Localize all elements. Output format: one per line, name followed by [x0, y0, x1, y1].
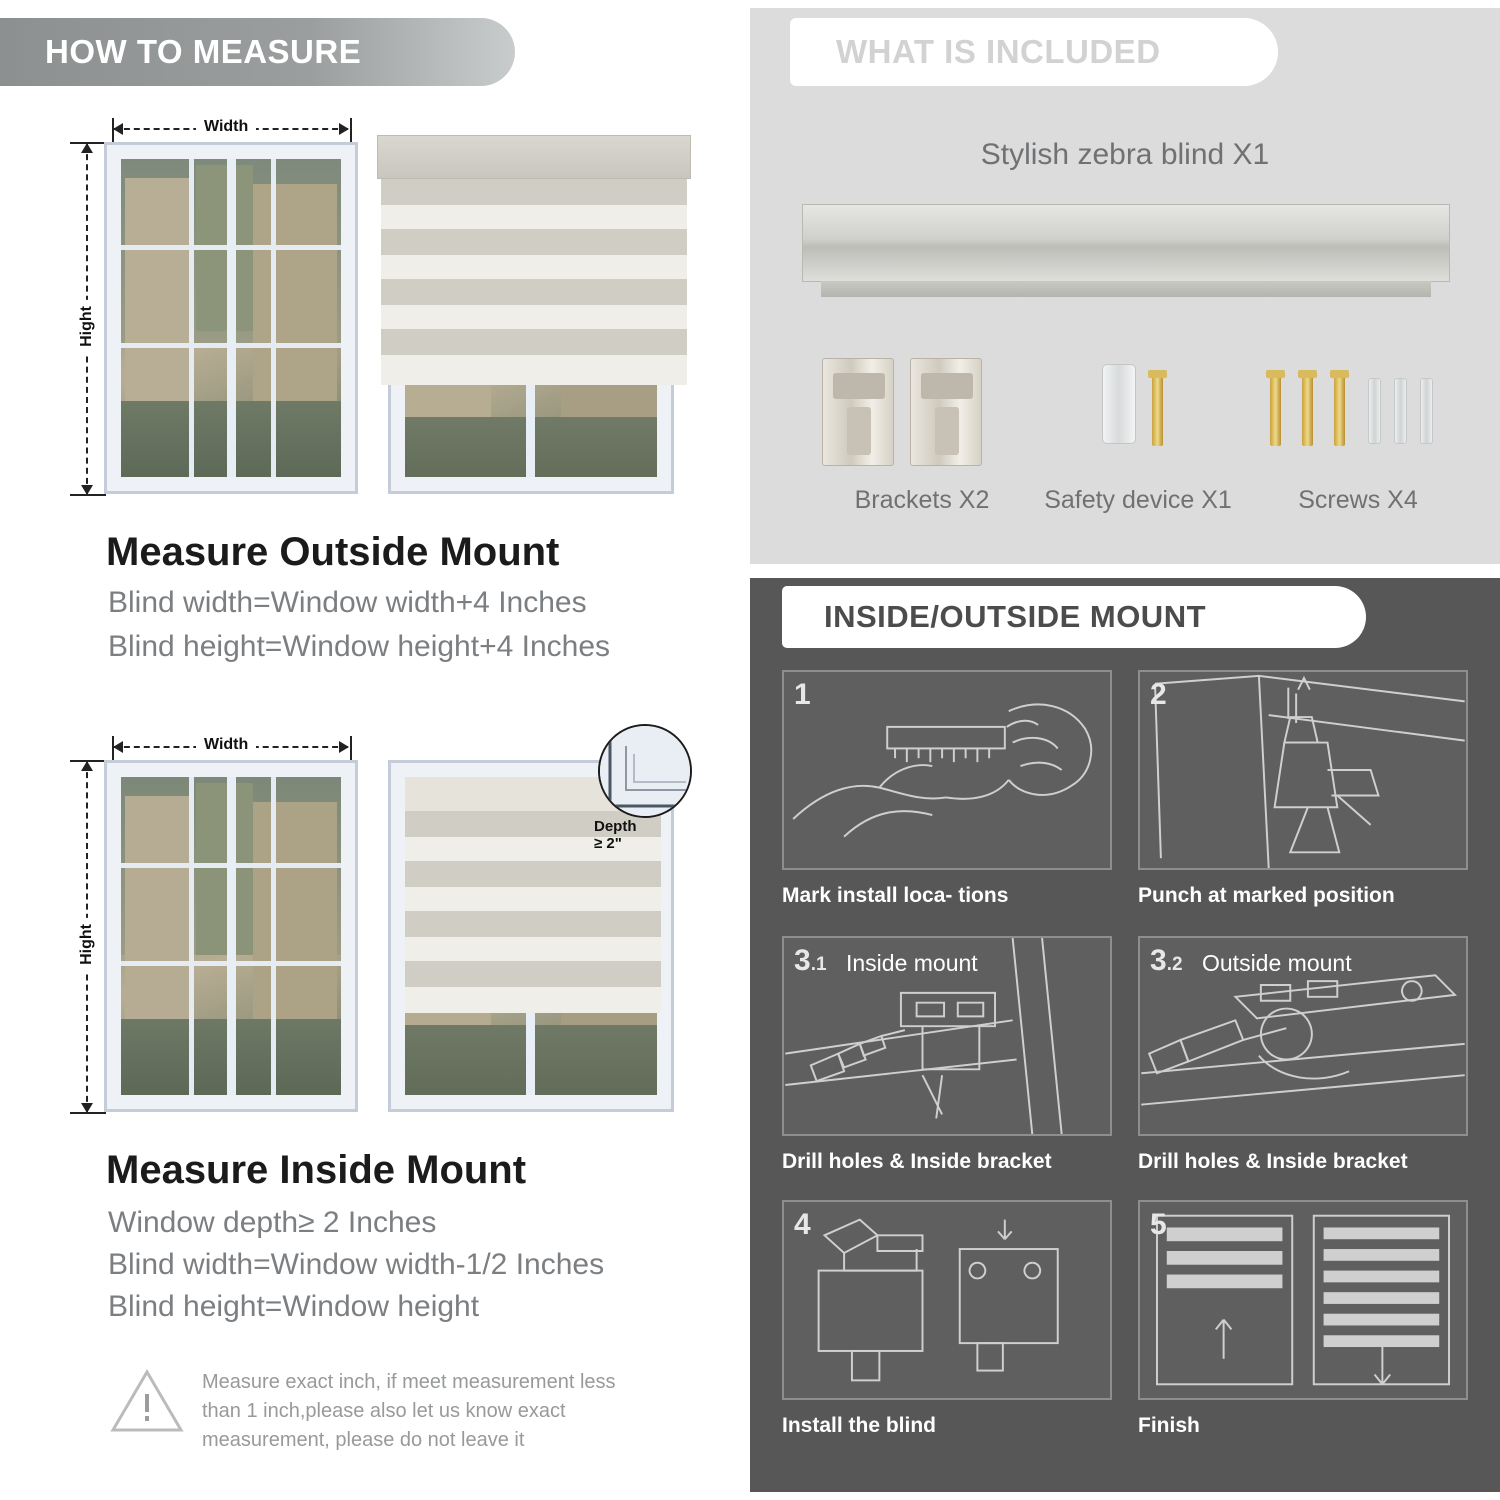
step-4-caption: Install the blind	[782, 1414, 937, 1437]
step-3-2-number: 3.2	[1150, 944, 1183, 977]
step-5-image	[1138, 1200, 1468, 1400]
inside-outside-mount-banner	[782, 586, 1366, 648]
what-is-included-section	[750, 8, 1500, 564]
brackets-caption: Brackets X2	[854, 486, 990, 514]
inside-outside-mount-title: INSIDE/OUTSIDE MOUNT	[824, 599, 1207, 634]
window-scene	[121, 777, 341, 1095]
inside-outside-mount-section	[750, 578, 1500, 1492]
blind-clip-icon	[784, 1202, 1110, 1398]
pane-grid	[189, 159, 194, 477]
window-without-blind	[104, 142, 358, 494]
depth-callout-circle	[598, 724, 692, 818]
step-3-2-image	[1138, 936, 1468, 1136]
width-dimension-label: Width	[196, 736, 256, 754]
right-column	[742, 0, 1500, 1500]
pane-grid	[271, 777, 276, 1095]
outside-mount-heading: Measure Outside Mount	[106, 530, 560, 574]
safety-device-caption: Safety device X1	[1044, 486, 1232, 514]
step-1-image	[782, 670, 1112, 870]
measure-note-text: Measure exact inch, if meet measurement less than 1 inch,please also let us know exact measurement, please do not leave it	[202, 1371, 616, 1451]
scene-building-right	[253, 802, 337, 1025]
what-is-included-title: WHAT IS INCLUDED	[836, 33, 1161, 70]
window-mullion	[227, 777, 236, 1095]
scene-building-right	[253, 184, 337, 413]
hand-tape-measure-icon	[784, 672, 1110, 868]
finished-blind-icon	[1140, 1202, 1466, 1398]
step-4-number: 4	[794, 1208, 811, 1241]
zebra-blind-rail	[802, 204, 1450, 282]
step-3-1-inline-label: Inside mount	[846, 950, 978, 976]
drill-icon	[1140, 672, 1466, 868]
warning-triangle-icon	[110, 1368, 184, 1434]
outside-mount-line-2: Blind height=Window height+4 Inches	[108, 630, 611, 663]
outside-mount-line-1: Blind width=Window width+4 Inches	[108, 586, 587, 619]
what-is-included-banner	[790, 18, 1278, 86]
screw-3	[1334, 376, 1345, 446]
how-to-measure-banner	[0, 18, 515, 86]
step-3-2-caption: Drill holes & Inside bracket	[1138, 1150, 1408, 1173]
step-1-number: 1	[794, 678, 811, 711]
product-title: Stylish zebra blind X1	[980, 138, 1270, 171]
anchor-2	[1394, 378, 1407, 444]
scene-building-left	[125, 796, 191, 1038]
pane-grid	[189, 777, 194, 1095]
step-5-number: 5	[1150, 1208, 1167, 1241]
step-5-caption: Finish	[1138, 1414, 1200, 1437]
safety-device-part	[1102, 364, 1136, 444]
screw-1	[1270, 376, 1281, 446]
scene-building-left	[125, 178, 191, 426]
window-mullion	[227, 159, 236, 477]
measure-note	[110, 1368, 640, 1455]
height-dimension-label: Hight	[78, 918, 96, 971]
bracket-part-2	[910, 358, 982, 466]
zebra-blind-fabric	[381, 179, 687, 385]
step-3-1-caption: Drill holes & Inside bracket	[782, 1150, 1052, 1173]
screw-2	[1302, 376, 1313, 446]
inside-mount-heading: Measure Inside Mount	[106, 1148, 527, 1192]
scene-tree	[196, 783, 253, 955]
pane-grid	[271, 159, 276, 477]
step-3-1-image	[782, 936, 1112, 1136]
bracket-part-1	[822, 358, 894, 466]
depth-label: Depth ≥ 2"	[594, 818, 637, 852]
blind-headrail	[377, 135, 691, 179]
window-with-blind	[388, 188, 674, 494]
inside-mount-line-1: Window depth≥ 2 Inches	[108, 1206, 437, 1239]
inside-mount-line-2: Blind width=Window width-1/2 Inches	[108, 1248, 605, 1281]
step-3-1-number: 3.1	[794, 944, 827, 977]
how-to-measure-section	[0, 0, 742, 1500]
screws-caption: Screws X4	[1298, 486, 1418, 514]
step-2-caption: Punch at marked position	[1138, 884, 1395, 907]
anchor-3	[1420, 378, 1433, 444]
step-3-2-inline-label: Outside mount	[1202, 950, 1352, 976]
step-2-number: 2	[1150, 678, 1167, 711]
step-1-caption: Mark install loca- tions	[782, 884, 1009, 907]
window-scene	[121, 159, 341, 477]
safety-device-screw	[1152, 376, 1163, 446]
height-dimension-label: Hight	[78, 300, 96, 353]
how-to-measure-title: HOW TO MEASURE	[45, 33, 362, 70]
inside-mount-line-3: Blind height=Window height	[108, 1290, 480, 1323]
step-2-image	[1138, 670, 1468, 870]
window-without-blind	[104, 760, 358, 1112]
width-dimension-label: Width	[196, 118, 256, 136]
step-4-image	[782, 1200, 1112, 1400]
anchor-1	[1368, 378, 1381, 444]
